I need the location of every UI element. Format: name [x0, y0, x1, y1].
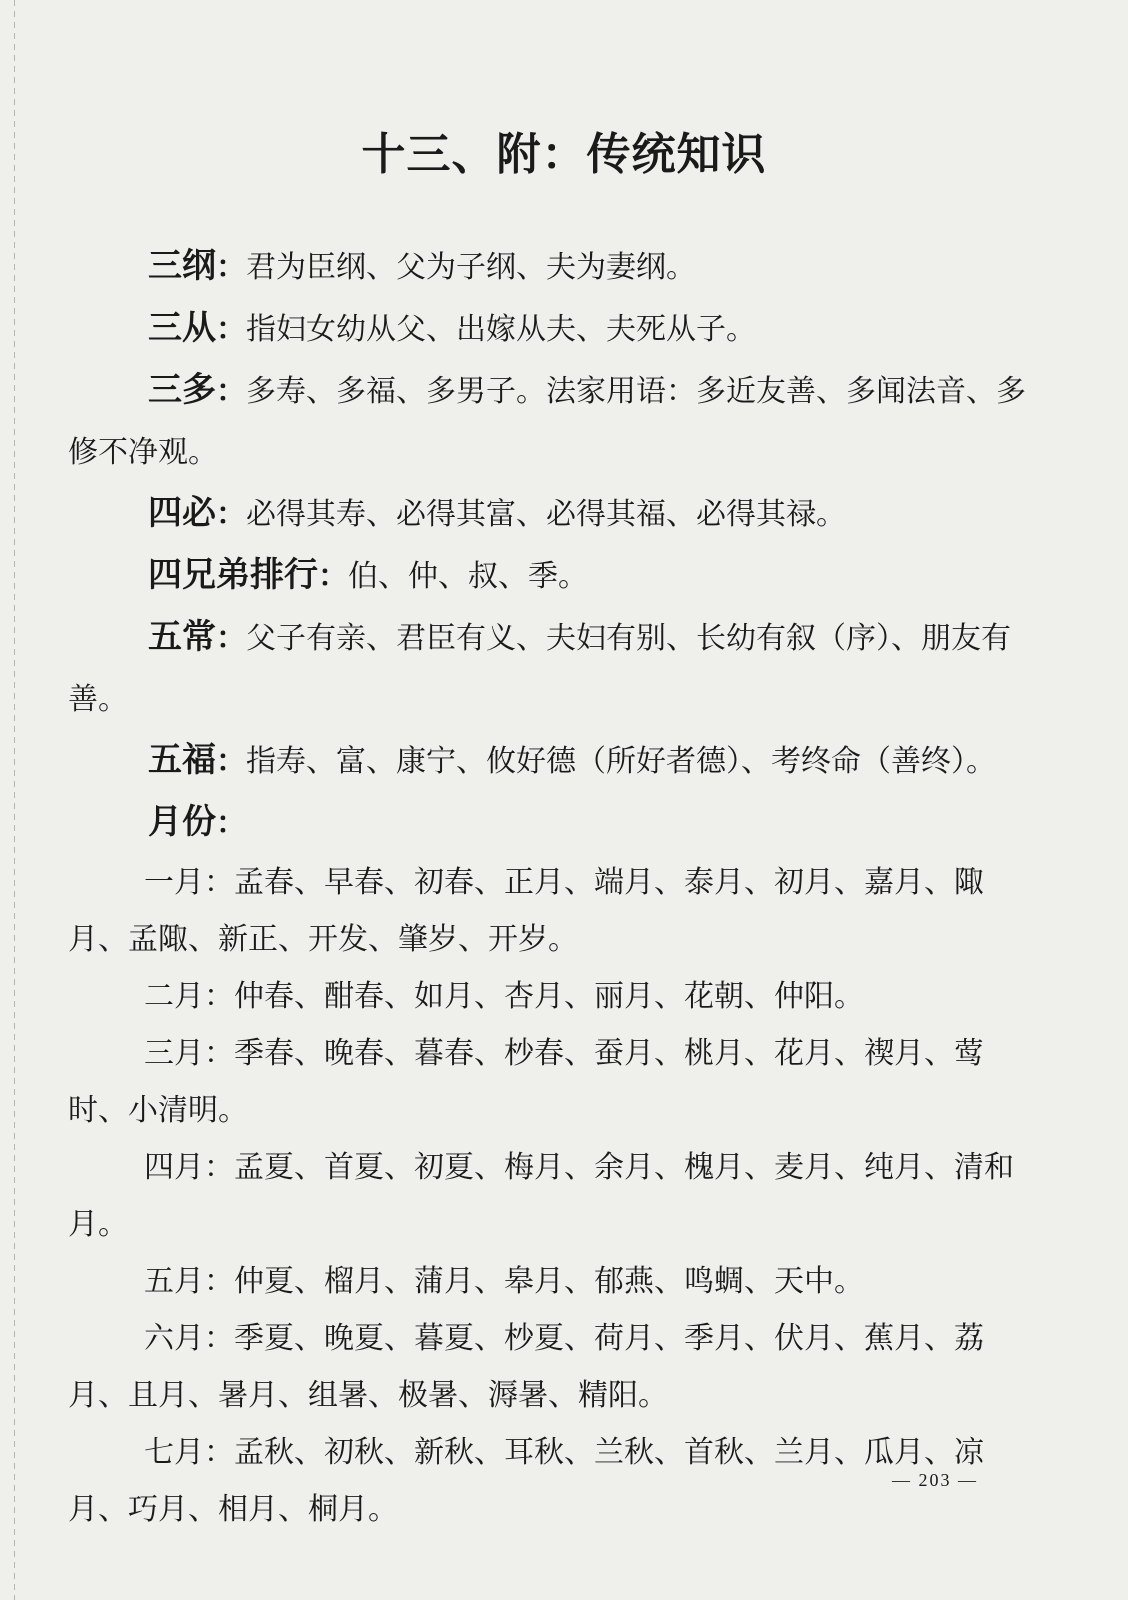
entry-colon: ： [216, 744, 246, 779]
entry-term: 五常 [148, 617, 216, 657]
month-label: 三月： [144, 1036, 234, 1071]
entry-term: 三纲 [148, 246, 216, 286]
month-label: 六月： [144, 1321, 234, 1356]
entry-san-duo [68, 360, 1028, 483]
entry-colon: ： [318, 559, 348, 594]
month-item-4 [68, 1139, 1028, 1253]
entry-wu-fu [68, 730, 1028, 792]
entry-yue-fen [68, 792, 1028, 854]
entry-term: 四必 [148, 493, 216, 533]
entry-si-bi [68, 483, 1028, 545]
entry-colon: ： [216, 806, 246, 841]
entry-term: 四兄弟排行 [148, 555, 318, 595]
entry-san-gang [68, 236, 1028, 298]
month-item-2 [68, 968, 1028, 1025]
entry-term: 三多 [148, 370, 216, 410]
month-item-1 [68, 854, 1028, 968]
month-label: 七月： [144, 1435, 234, 1470]
month-label: 二月： [144, 979, 234, 1014]
page-number: — 203 — [892, 1470, 978, 1490]
month-names: 季春、晚春、暮春、杪春、蚕月、桃月、花月、禊月、莺时、小清明。 [68, 1036, 984, 1128]
month-item-5 [68, 1253, 1028, 1310]
entry-term: 三从 [148, 308, 216, 348]
month-item-3 [68, 1025, 1028, 1139]
page-title: 十三、附：传统知识 [361, 129, 767, 180]
month-label: 四月： [144, 1150, 234, 1185]
month-names: 仲夏、榴月、蒲月、皋月、郁燕、鸣蜩、天中。 [234, 1264, 864, 1299]
entry-text: 必得其寿、必得其富、必得其福、必得其禄。 [246, 497, 846, 532]
month-item-7 [68, 1424, 1028, 1538]
entry-text: 指寿、富、康宁、攸好德（所好者德）、考终命（善终）。 [246, 744, 996, 779]
entry-colon: ： [216, 497, 246, 532]
page-edge-line [14, 0, 15, 1600]
entry-san-cong [68, 298, 1028, 360]
entry-wu-chang [68, 607, 1028, 730]
month-names: 孟秋、初秋、新秋、耳秋、兰秋、首秋、兰月、瓜月、凉月、巧月、相月、桐月。 [68, 1435, 984, 1527]
month-label: 五月： [144, 1264, 234, 1299]
month-item-6 [68, 1310, 1028, 1424]
entry-text: 伯、仲、叔、季。 [348, 559, 588, 594]
entry-colon: ： [216, 312, 246, 347]
entry-text: 君为臣纲、父为子纲、夫为妻纲。 [246, 250, 696, 285]
entry-text: 指妇女幼从父、出嫁从夫、夫死从子。 [246, 312, 756, 347]
entry-si-xiongdi-paihang [68, 545, 1028, 607]
month-label: 一月： [144, 865, 234, 900]
entry-colon: ： [216, 250, 246, 285]
entry-term: 五福 [148, 740, 216, 780]
entry-colon: ： [216, 621, 246, 656]
entry-term: 月份 [148, 802, 216, 842]
entry-text: 多寿、多福、多男子。法家用语：多近友善、多闻法音、多修不净观。 [68, 374, 1026, 470]
month-names: 孟夏、首夏、初夏、梅月、余月、槐月、麦月、纯月、清和月。 [68, 1150, 1014, 1242]
month-names: 孟春、早春、初春、正月、端月、泰月、初月、嘉月、陬月、孟陬、新正、开发、肇岁、开岁。 [68, 865, 984, 957]
month-names: 季夏、晚夏、暮夏、杪夏、荷月、季月、伏月、蕉月、荔月、且月、暑月、组暑、极暑、溽暑、精阳。 [68, 1321, 984, 1413]
month-names: 仲春、酣春、如月、杏月、丽月、花朝、仲阳。 [234, 979, 864, 1014]
entry-text: 父子有亲、君臣有义、夫妇有别、长幼有叙（序）、朋友有善。 [68, 621, 1011, 717]
entry-colon: ： [216, 374, 246, 409]
page-content [68, 236, 1028, 1538]
